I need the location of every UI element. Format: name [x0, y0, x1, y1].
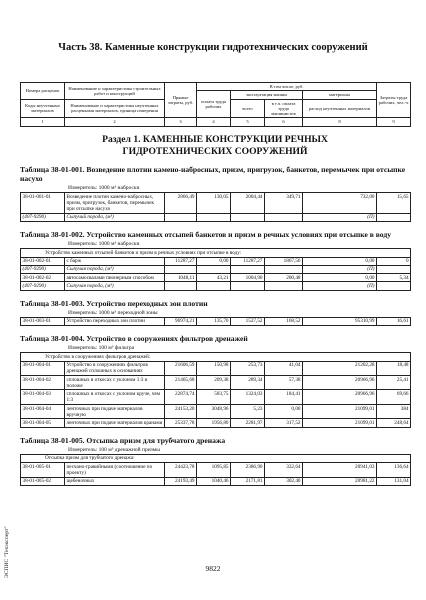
table-cell-direct: 96974,21: [165, 317, 197, 325]
table-cell-labor: 1040,46: [197, 477, 231, 485]
price-table: [20, 317, 411, 326]
table-row: [21, 361, 411, 375]
table-cell-code: 38-01-004-03: [21, 390, 65, 404]
table-cell-mach_lab: 168,52: [265, 317, 303, 325]
table-cell-labor: 1095,85: [197, 463, 231, 477]
column-header-table: [20, 82, 411, 127]
table-cell-labor: 0,00: [197, 257, 231, 265]
table-cell-direct: [165, 213, 197, 221]
table-cell-name: Возведение плотин камено-набросных, призм, пригрузок, банкетов, перемычек при отсыпке насухо: [65, 193, 165, 214]
table-cell-hours: 131,04: [377, 477, 411, 485]
table-caption-row: [21, 353, 411, 361]
table-cell-labor: 3048,96: [197, 404, 231, 418]
table-cell-mach: 11287,27: [231, 257, 265, 265]
table-cell-direct: 24193,49: [165, 477, 197, 485]
table-row: [21, 376, 411, 390]
header-num: 2: [65, 118, 165, 126]
table-cell-mat: 0,00: [303, 257, 377, 265]
section-title-line: ГИДРОТЕХНИЧЕСКИХ СООРУЖЕНИЙ: [122, 145, 308, 157]
table-row: [21, 477, 411, 485]
header-materials: материалы: [303, 91, 377, 99]
table-row: [21, 390, 411, 404]
table-title: Таблица 38-01-004. Устройство в сооружениях фильтров дренажей: [20, 334, 248, 344]
table-cell-mach_lab: [265, 213, 303, 221]
section-title: [20, 134, 410, 157]
table-title: Таблица 38-01-005. Отсыпка призм для трубчатого дренажа: [20, 435, 226, 445]
header-unaccounted-materials: расход неучтенных материалов: [303, 99, 377, 118]
table-measure: Измеритель: 1000 м³ переходной зоны: [68, 309, 158, 316]
table-cell-labor: 135,70: [197, 317, 231, 325]
table-cell-labor: [197, 213, 231, 221]
table-cell-mach: 1324,03: [231, 390, 265, 404]
price-table: [20, 454, 411, 486]
table-cell-mat: 0,00: [303, 274, 377, 282]
table-cell-code: (407-9290): [21, 265, 65, 273]
header-material-codes: Коды неучтенных материалов: [21, 99, 65, 118]
table-title: Таблица 38-01-003. Устройство переходных зон плотин: [20, 298, 208, 308]
page-number: 9822: [205, 564, 221, 573]
table-cell-mat: 21202,28: [303, 361, 377, 375]
table-row: [21, 317, 411, 325]
table-cell-mat: 20966,96: [303, 390, 377, 404]
table-row: [21, 257, 411, 265]
table-cell-mach: 2171,81: [231, 477, 265, 485]
table-cell-hours: 69,66: [377, 390, 411, 404]
table-cell-mach: 2386,90: [231, 463, 265, 477]
table-cell-code: 38-01-005-02: [21, 477, 65, 485]
table-cell-direct: 24423,78: [165, 463, 197, 477]
table-cell-mach_lab: [265, 282, 303, 290]
table-cell-direct: 22874,74: [165, 390, 197, 404]
table-measure: Измеритель: 100 м³ дренажной призмы: [68, 446, 160, 453]
table-cell-name: автосамосвалами пионерным способом: [65, 274, 165, 282]
table-cell-mach_lab: 317,52: [265, 419, 303, 427]
table-cell-labor: [197, 282, 231, 290]
table-cell-mach_lab: 1867,56: [265, 257, 303, 265]
table-cell-direct: [165, 265, 197, 273]
table-measure: Измеритель: 1000 м³ наброски: [68, 241, 140, 248]
side-note: ЭСПИС "Техэксперт": [4, 526, 10, 578]
table-cell-mach: 1004,90: [231, 274, 265, 282]
table-caption-row: [21, 249, 411, 257]
table-cell-code: 38-01-004-04: [21, 404, 65, 418]
table-cell-name: ленточных при подаче материалов вручную: [65, 404, 165, 418]
table-cell-mat: 95310,99: [303, 317, 377, 325]
table-cell-mach_lab: 0,00: [265, 404, 303, 418]
table-cell-mach_lab: [265, 265, 303, 273]
table-cell-mach_lab: 57,38: [265, 376, 303, 390]
table-cell-name: щебеночных: [65, 477, 165, 485]
table-cell-mach_lab: 332,64: [265, 463, 303, 477]
table-cell-name: Сыпучая порода, (м³): [65, 282, 165, 290]
table-row: [21, 213, 411, 221]
table-cell-name: сплошных в откосах с уклоном круче, чем 1:3: [65, 390, 165, 404]
table-cell-name: песчано-гравийными (соотношение по проекту): [65, 463, 165, 477]
header-num: 1: [21, 118, 65, 126]
table-cell-code: 38-01-002-01: [21, 257, 65, 265]
header-num: 5: [231, 118, 265, 126]
table-cell-mat: 21099,01: [303, 404, 377, 418]
table-cell-code: 38-01-001-01: [21, 193, 65, 214]
table-cell-direct: 11287,27: [165, 257, 197, 265]
table-cell-name: ленточных при подаче материалов кранами: [65, 419, 165, 427]
table-cell-mat: 20966,96: [303, 376, 377, 390]
table-cell-code: 38-01-003-01: [21, 317, 65, 325]
table-cell-mach: 5,23: [231, 404, 265, 418]
header-num: 8: [303, 118, 377, 126]
table-cell-code: 38-01-004-02: [21, 376, 65, 390]
table-cell-code: (407-9290): [21, 213, 65, 221]
table-cell-mat: 20941,03: [303, 463, 377, 477]
table-caption: Отсыпка призм для трубчатого дренажа:: [21, 454, 411, 462]
price-table: [20, 192, 411, 222]
table-cell-code: 38-01-005-01: [21, 463, 65, 477]
table-row: [21, 463, 411, 477]
header-work-name: Наименование и характеристика строительных работ и конструкций: [65, 83, 165, 100]
header-operator-pay: в т.ч. оплата труда машинистов: [265, 99, 303, 118]
header-code: Номера расценок: [21, 83, 65, 100]
table-cell-name: Устройство переходных зон плотин: [65, 317, 165, 325]
price-table: [20, 352, 411, 427]
table-cell-name: сплошных в откосах с уклоном 1:3 и положе: [65, 376, 165, 390]
table-row: [21, 419, 411, 427]
header-num: 3: [165, 118, 197, 126]
header-worker-pay: оплата труда рабочих: [197, 91, 231, 118]
table-cell-mat: (П): [303, 282, 377, 290]
table-cell-mach_lab: 184,41: [265, 390, 303, 404]
table-cell-mat: (П): [303, 213, 377, 221]
table-cell-name: с барж: [65, 257, 165, 265]
table-cell-hours: 25,41: [377, 376, 411, 390]
table-caption: Устройство в сооружениях фильтров дренажей:: [21, 353, 411, 361]
table-cell-mat: 20981,22: [303, 477, 377, 485]
table-cell-labor: 43,21: [197, 274, 231, 282]
table-cell-mach: 1527,52: [231, 317, 265, 325]
price-table: [20, 248, 411, 291]
header-num: 6: [265, 118, 303, 126]
header-direct-costs: Прямые затраты, руб.: [165, 83, 197, 118]
table-cell-name: Устройство в сооружениях фильтров дренажей сплошных в основаниях: [65, 361, 165, 375]
table-measure: Измеритель: 1000 м³ наброски: [68, 185, 140, 192]
table-cell-hours: 248,64: [377, 419, 411, 427]
table-cell-code: (407-9290): [21, 282, 65, 290]
table-cell-mach: 2004,44: [231, 193, 265, 214]
section-title-line: Раздел 1. КАМЕННЫЕ КОНСТРУКЦИИ РЕЧНЫХ: [102, 134, 328, 145]
table-cell-hours: 136,64: [377, 463, 411, 477]
table-cell-hours: [377, 282, 411, 290]
table-cell-direct: 21606,59: [165, 361, 197, 375]
table-cell-mat: 21099,01: [303, 419, 377, 427]
table-cell-hours: 384: [377, 404, 411, 418]
header-labor-hours: Затраты труда рабочих, чел.-ч: [377, 83, 411, 118]
table-cell-mach_lab: 41,04: [265, 361, 303, 375]
table-cell-labor: [197, 265, 231, 273]
content: [20, 134, 410, 486]
table-row: [21, 282, 411, 290]
header-num: 9: [377, 118, 411, 126]
table-caption-row: [21, 454, 411, 462]
table-row: [21, 404, 411, 418]
table-cell-code: 38-01-004-01: [21, 361, 65, 375]
table-cell-mat: (П): [303, 265, 377, 273]
table-cell-mat: 732,00: [303, 193, 377, 214]
table-cell-labor: 209,38: [197, 376, 231, 390]
table-row: [21, 265, 411, 273]
table-cell-direct: 2866,49: [165, 193, 197, 214]
table-cell-labor: 130,05: [197, 193, 231, 214]
table-cell-hours: [377, 265, 411, 273]
header-material-names: Наименование и характеристика неучтенных расценками материалов, единица измерения: [65, 99, 165, 118]
header-machines-total: всего: [231, 99, 265, 118]
table-cell-mach_lab: 349,71: [265, 193, 303, 214]
page-title: Часть 38. Каменные конструкции гидротехнических сооружений: [58, 42, 368, 53]
table-cell-mach: 289,34: [231, 376, 265, 390]
table-cell-code: 38-01-004-05: [21, 419, 65, 427]
table-cell-hours: 0: [377, 257, 411, 265]
table-cell-labor: 583,75: [197, 390, 231, 404]
table-cell-code: 38-01-002-02: [21, 274, 65, 282]
table-cell-mach: [231, 282, 265, 290]
table-cell-labor: 1956,80: [197, 419, 231, 427]
table-cell-direct: 21465,68: [165, 376, 197, 390]
header-machines: эксплуатация машин: [231, 91, 303, 99]
table-cell-name: Сыпучая порода, (м³): [65, 265, 165, 273]
table-cell-mach_lab: 200,48: [265, 274, 303, 282]
table-cell-hours: 18,48: [377, 361, 411, 375]
table-title: Таблица 38-01-001. Возведение плотин камено-набросных, призм, пригрузок, банкетов, перемычек при отсыпке насухо: [20, 165, 406, 184]
table-cell-direct: 1048,11: [165, 274, 197, 282]
table-cell-direct: 24153,20: [165, 404, 197, 418]
header-num: 4: [197, 118, 231, 126]
table-cell-hours: 16,61: [377, 317, 411, 325]
table-row: [21, 274, 411, 282]
table-cell-mach: [231, 265, 265, 273]
table-cell-name: Сыпучий порода, (м³): [65, 213, 165, 221]
table-cell-labor: 150,98: [197, 361, 231, 375]
header-including: В том числе, руб.: [197, 83, 377, 91]
table-cell-hours: [377, 213, 411, 221]
table-cell-mach_lab: 302,40: [265, 477, 303, 485]
table-title: Таблица 38-01-002. Устройство каменных отсыпей банкетов и призм в речных условиях при отсыпке в воду: [20, 230, 391, 240]
table-measure: Измеритель: 100 м³ фильтра: [68, 345, 135, 352]
table-cell-hours: 15,65: [377, 193, 411, 214]
table-cell-mach: 253,73: [231, 361, 265, 375]
table-caption: Устройство каменных отсыпей банкетов и призм в речных условиях при отсыпке в воду:: [21, 249, 411, 257]
table-row: [21, 193, 411, 214]
table-cell-mach: 2281,97: [231, 419, 265, 427]
table-cell-hours: 5,34: [377, 274, 411, 282]
table-cell-mach: [231, 213, 265, 221]
table-cell-direct: 25337,78: [165, 419, 197, 427]
table-cell-direct: [165, 282, 197, 290]
